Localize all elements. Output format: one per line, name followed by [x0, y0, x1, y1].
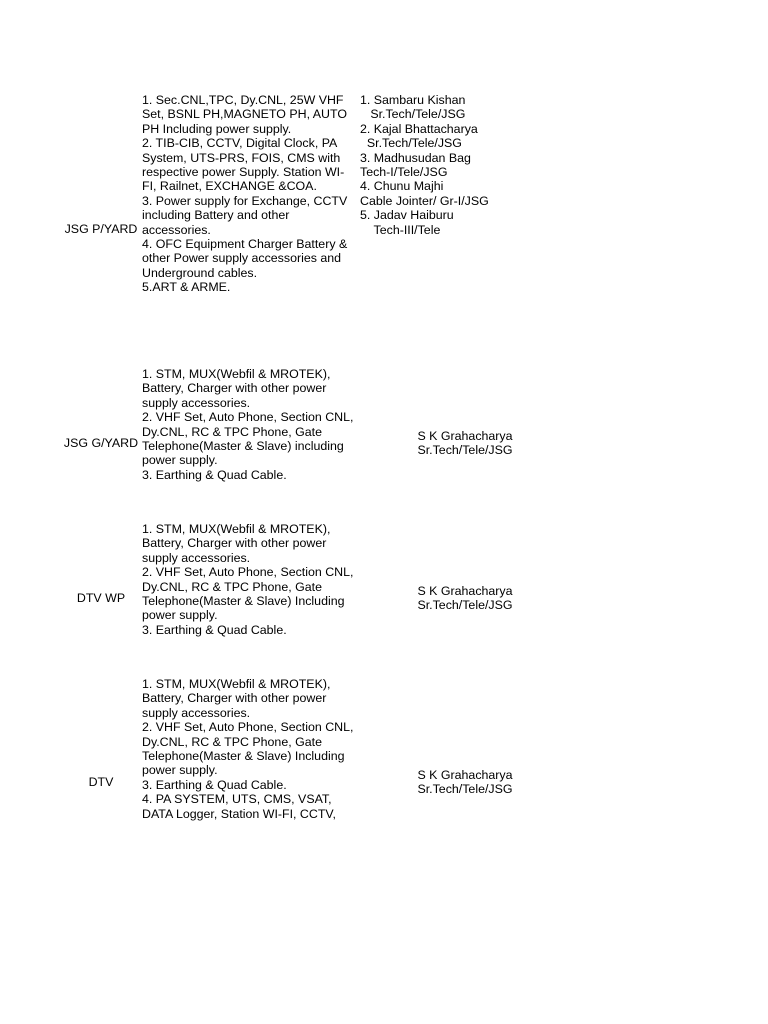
- equipment-item: 3. Earthing & Quad Cable.: [142, 467, 287, 482]
- staff-cell: [380, 584, 550, 613]
- equipment-item: 1. STM, MUX(Webfil & MROTEK), Battery, Charger with other power supply accessories.: [142, 677, 331, 720]
- staff-designation: Sr.Tech/Tele/JSG: [417, 443, 513, 458]
- location-cell: JSG G/YARD: [63, 436, 139, 450]
- equipment-item: 3. Power supply for Exchange, CCTV including Battery and other accessories.: [142, 193, 348, 237]
- staff-designation: Sr.Tech/Tele/JSG: [417, 598, 513, 613]
- staff-line: 1. Sambaru Kishan: [360, 93, 466, 107]
- equipment-item: 2. VHF Set, Auto Phone, Section CNL, Dy.CNL, RC & TPC Phone, Gate Telephone(Master & Slave) Including power supply.: [142, 720, 354, 778]
- location-cell: DTV WP: [76, 591, 126, 605]
- equipment-item: 1. Sec.CNL,TPC, Dy.CNL, 25W VHF Set, BSNL PH,MAGNETO PH, AUTO PH Including power supply.: [142, 93, 347, 136]
- equipment-item: 1. STM, MUX(Webfil & MROTEK), Battery, Charger with other power supply accessories.: [142, 367, 331, 410]
- location-cell: DTV: [88, 775, 114, 789]
- staff-name: S K Grahacharya: [417, 768, 513, 782]
- equipment-item: 3. Earthing & Quad Cable.: [142, 622, 287, 637]
- equipment-item: 4. OFC Equipment Charger Battery & other Power supply accessories and Underground cables.: [142, 237, 348, 280]
- equipment-item: 2. VHF Set, Auto Phone, Section CNL, Dy.CNL, RC & TPC Phone, Gate Telephone(Master & Slave) Including power supply.: [142, 565, 354, 623]
- equipment-list: [142, 677, 358, 821]
- staff-name: S K Grahacharya: [417, 429, 513, 443]
- equipment-item: 4. PA SYSTEM, UTS, CMS, VSAT, DATA Logger, Station WI-FI, CCTV,: [142, 792, 336, 821]
- staff-list: [360, 93, 520, 237]
- staff-line: 4. Chunu Majhi: [360, 179, 444, 194]
- equipment-list: [142, 93, 358, 295]
- staff-line: Tech-III/Tele: [360, 222, 441, 237]
- equipment-item: 5.ART & ARME.: [142, 280, 231, 295]
- staff-line: Tech-I/Tele/JSG: [360, 165, 448, 180]
- equipment-list: [142, 367, 358, 482]
- equipment-item: 2. TIB-CIB, CCTV, Digital Clock, PA System, UTS-PRS, FOIS, CMS with respective power Supply. Station WI-FI, Railnet, EXCHANGE &COA.: [142, 136, 345, 194]
- location-cell: JSG P/YARD: [64, 222, 138, 236]
- staff-line: 3. Madhusudan Bag: [360, 150, 471, 165]
- staff-line: Cable Jointer/ Gr-I/JSG: [360, 193, 489, 208]
- staff-line: 5. Jadav Haiburu: [360, 208, 454, 223]
- staff-name: S K Grahacharya: [417, 584, 513, 598]
- staff-cell: [380, 429, 550, 458]
- equipment-item: 1. STM, MUX(Webfil & MROTEK), Battery, Charger with other power supply accessories.: [142, 522, 331, 565]
- staff-cell: [380, 768, 550, 797]
- equipment-list: [142, 522, 358, 637]
- equipment-item: 2. VHF Set, Auto Phone, Section CNL, Dy.CNL, RC & TPC Phone, Gate Telephone(Master & Slave) including power supply.: [142, 410, 354, 468]
- equipment-item: 3. Earthing & Quad Cable.: [142, 777, 287, 792]
- staff-line: Sr.Tech/Tele/JSG: [360, 107, 466, 122]
- staff-line: 2. Kajal Bhattacharya: [360, 121, 478, 136]
- staff-designation: Sr.Tech/Tele/JSG: [417, 782, 513, 797]
- staff-line: Sr.Tech/Tele/JSG: [360, 136, 462, 151]
